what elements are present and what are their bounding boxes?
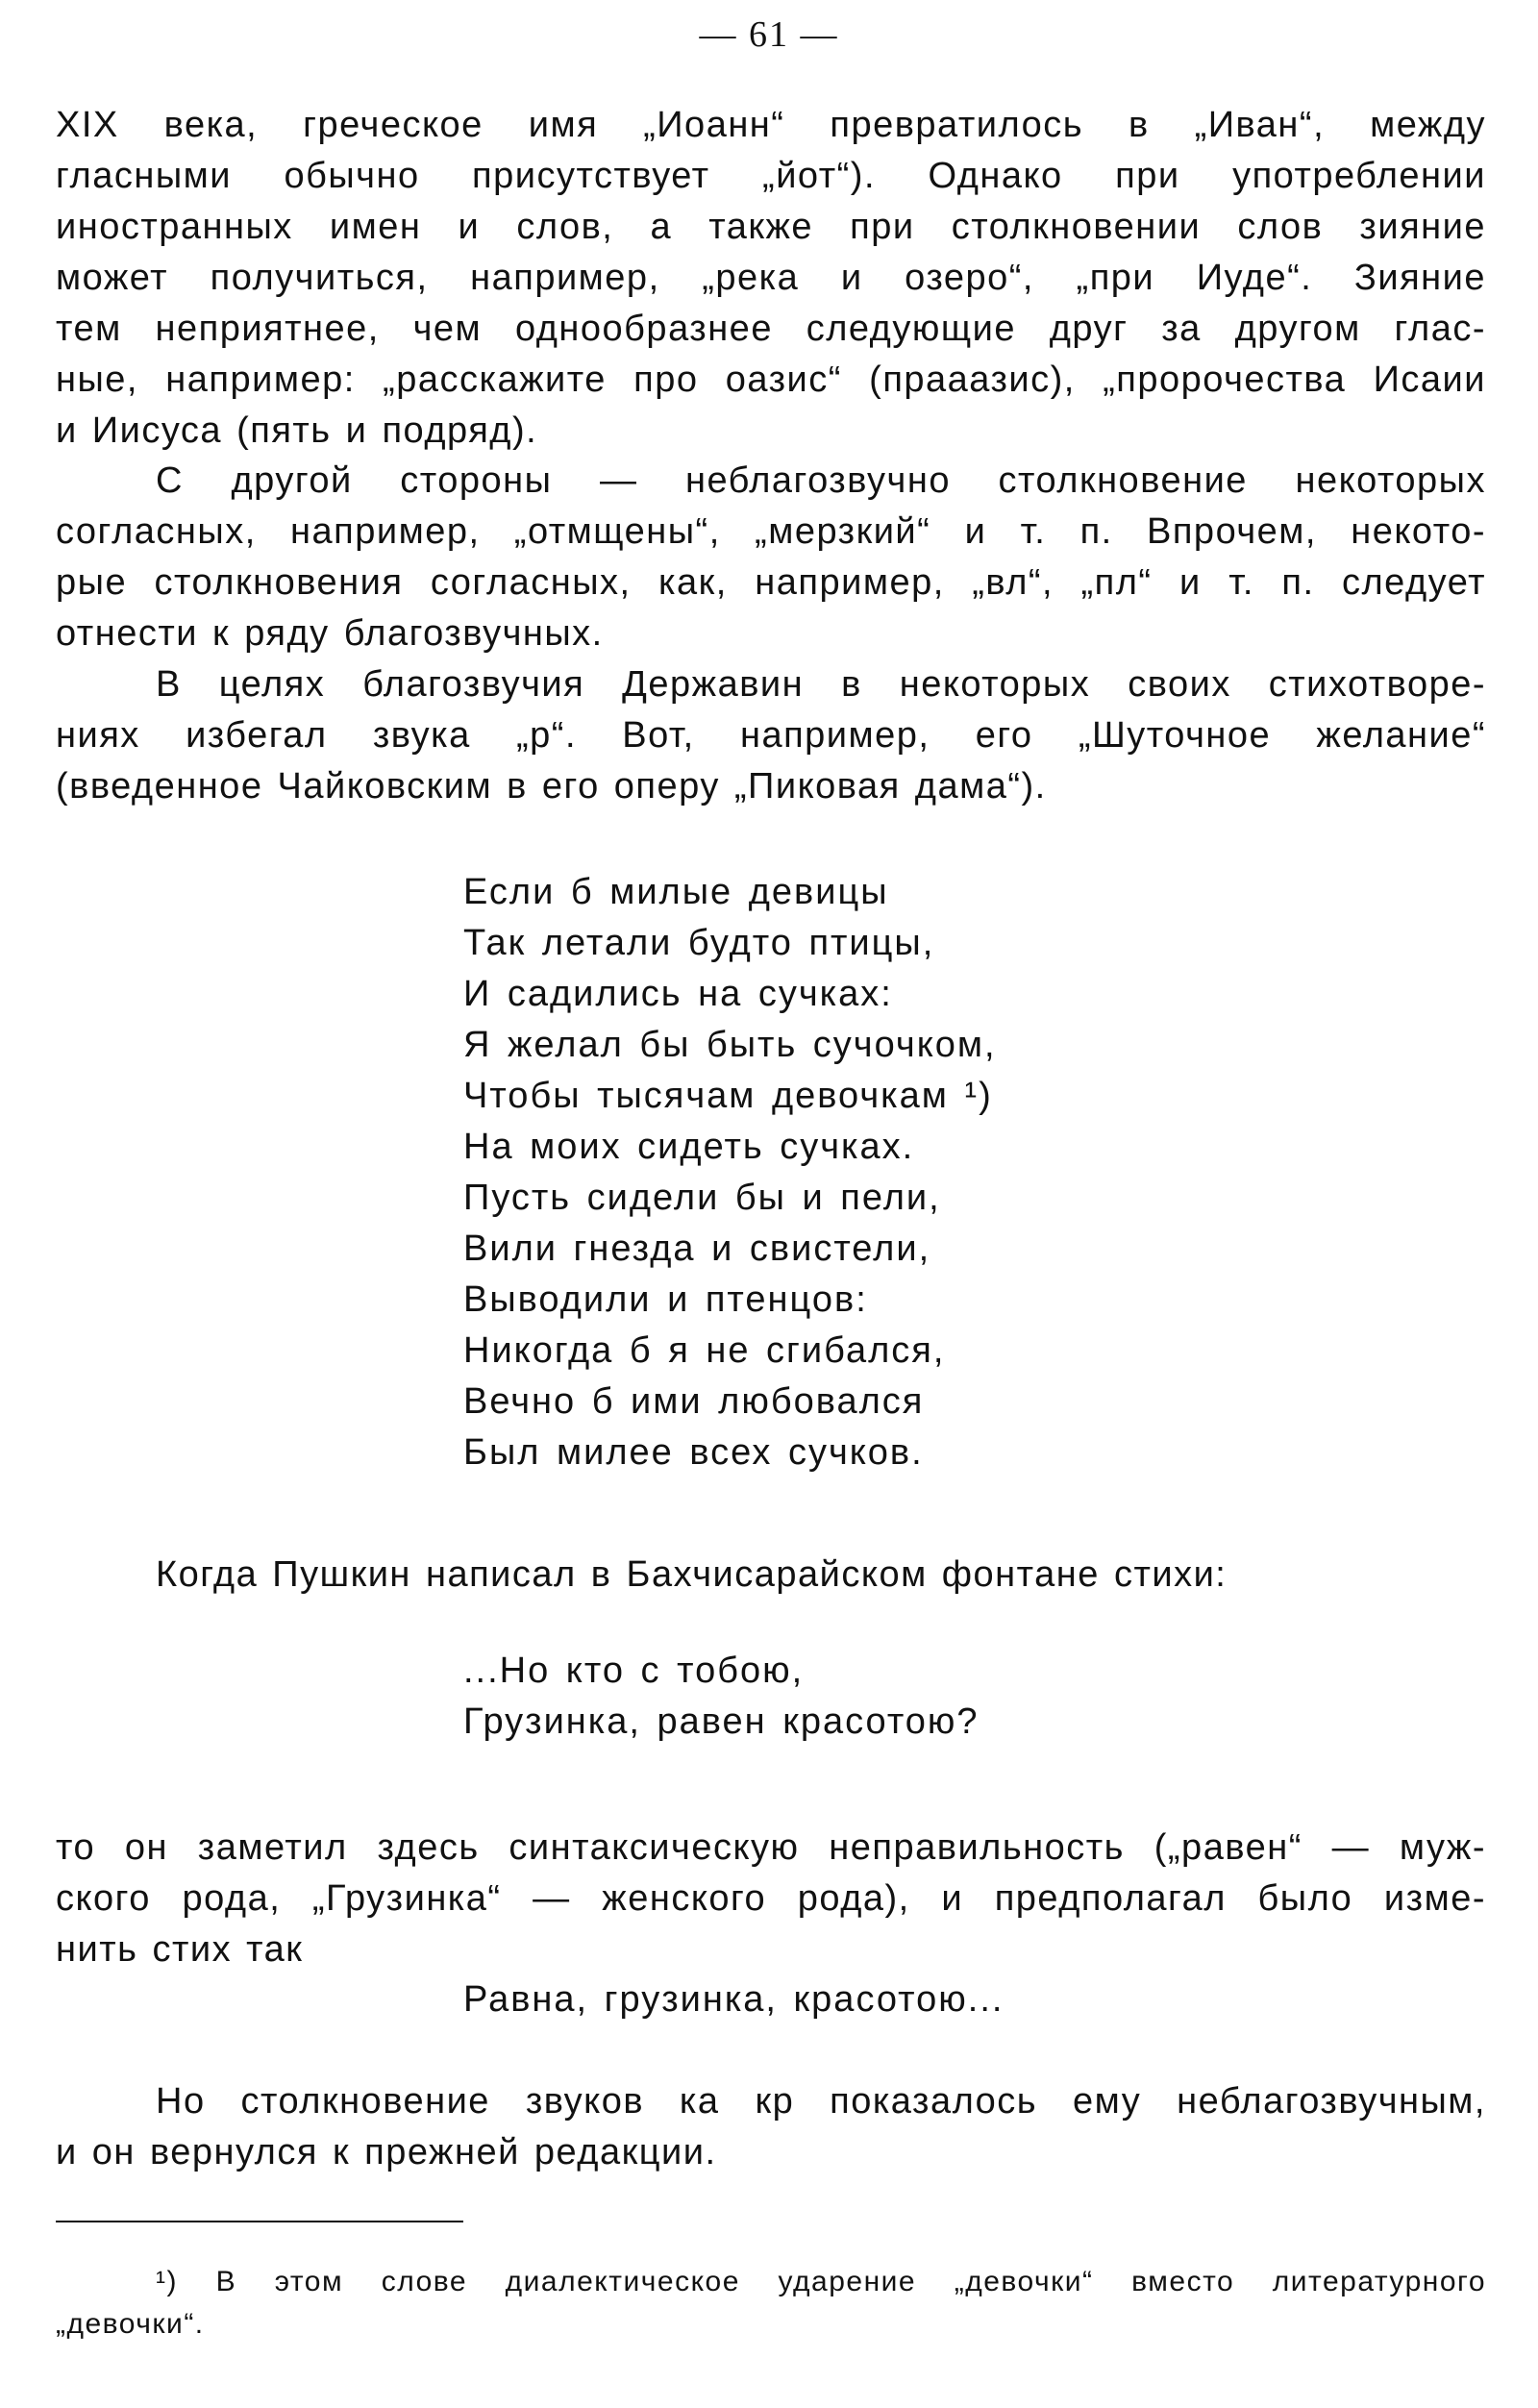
text-line: иностранных имен и слов, а также при столкновении слов зияние: [56, 207, 1486, 247]
poem-line: Так летали будто птицы,: [463, 923, 935, 963]
text-line: и он вернулся к прежней редакции.: [56, 2132, 717, 2172]
text-line: (введенное Чайковским в его оперу „Пиковая дама“).: [56, 766, 1047, 807]
text-line: и Иисуса (пять и подряд).: [56, 410, 538, 451]
text-line: может получиться, например, „река и озеро“, „при Иуде“. Зияние: [56, 258, 1486, 298]
text-line: XIX века, греческое имя „Иоанн“ превратилось в „Иван“, между: [56, 105, 1486, 145]
text-line: ниях избегал звука „р“. Вот, например, его „Шуточное желание“: [56, 715, 1486, 756]
footnote-line: „девочки“.: [56, 2308, 205, 2340]
text-line: рые столкновения согласных, как, например, „вл“, „пл“ и т. п. следует: [56, 562, 1486, 603]
text-line: ского рода, „Грузинка“ — женского рода), и предполагал было изме-: [56, 1878, 1486, 1919]
footnote-divider: [56, 2221, 463, 2222]
poem-line: На моих сидеть сучках.: [463, 1127, 915, 1167]
poem-line: Вили гнезда и свистели,: [463, 1229, 931, 1269]
footnote: [56, 2261, 1486, 2346]
poem-line: Выводили и птенцов:: [463, 1279, 868, 1320]
poem-line: Пусть сидели бы и пели,: [463, 1178, 941, 1218]
paragraph-consonants: [56, 456, 1486, 659]
revised-line: [463, 1974, 1004, 2025]
quote-line: ...Но кто с тобою,: [463, 1651, 805, 1691]
text-line: В целях благозвучия Державин в некоторых своих стихотворе-: [156, 664, 1486, 705]
text-line: тем неприятнее, чем однообразнее следующие друг за другом глас-: [56, 309, 1486, 349]
poem-line: Вечно б ими любовался: [463, 1381, 925, 1422]
quote-line: Грузинка, равен красотою?: [463, 1701, 980, 1742]
poem-line: Чтобы тысячам девочкам ¹): [463, 1076, 993, 1116]
text-line: Но столкновение звуков ка кр показалось ему неблагозвучным,: [156, 2081, 1486, 2122]
text-line: отнести к ряду благозвучных.: [56, 613, 604, 654]
text-line: Когда Пушкин написал в Бахчисарайском фонтане стихи:: [156, 1554, 1228, 1595]
poem-shutochnoe-zhelanie: [463, 867, 997, 1478]
quote-bakhchisaray: [463, 1646, 980, 1748]
poem-line: Никогда б я не сгибался,: [463, 1330, 946, 1371]
page-number: — 61 —: [699, 14, 839, 55]
text-line: С другой стороны — неблагозвучно столкновение некоторых: [156, 460, 1486, 501]
paragraph-syntax: [56, 1823, 1486, 1975]
paragraph-conclusion: [56, 2076, 1486, 2178]
text-line: то он заметил здесь синтаксическую неправильность („равен“ — муж-: [56, 1827, 1486, 1868]
poem-line: Если б милые девицы: [463, 872, 889, 912]
text-line: нить стих так: [56, 1929, 304, 1970]
paragraph-derzhavin: [56, 659, 1486, 812]
footnote-line: ¹) В этом слове диалектическое ударение „девочки“ вместо литературного: [156, 2266, 1486, 2297]
text-line: гласными обычно присутствует „йот“). Однако при употреблении: [56, 156, 1486, 196]
text-line: согласных, например, „отмщены“, „мерзкий“ и т. п. Впрочем, некото-: [56, 511, 1486, 552]
revised-verse-line: Равна, грузинка, красотою...: [463, 1979, 1005, 2020]
poem-line: Был милее всех сучков.: [463, 1432, 924, 1473]
poem-line: Я желал бы быть сучочком,: [463, 1025, 997, 1065]
paragraph-hiatus: [56, 100, 1486, 457]
paragraph-pushkin: [56, 1550, 1486, 1601]
text-line: ные, например: „расскажите про оазис“ (прааазис), „пророчества Исаии: [56, 360, 1486, 400]
poem-line: И садились на сучках:: [463, 974, 893, 1014]
